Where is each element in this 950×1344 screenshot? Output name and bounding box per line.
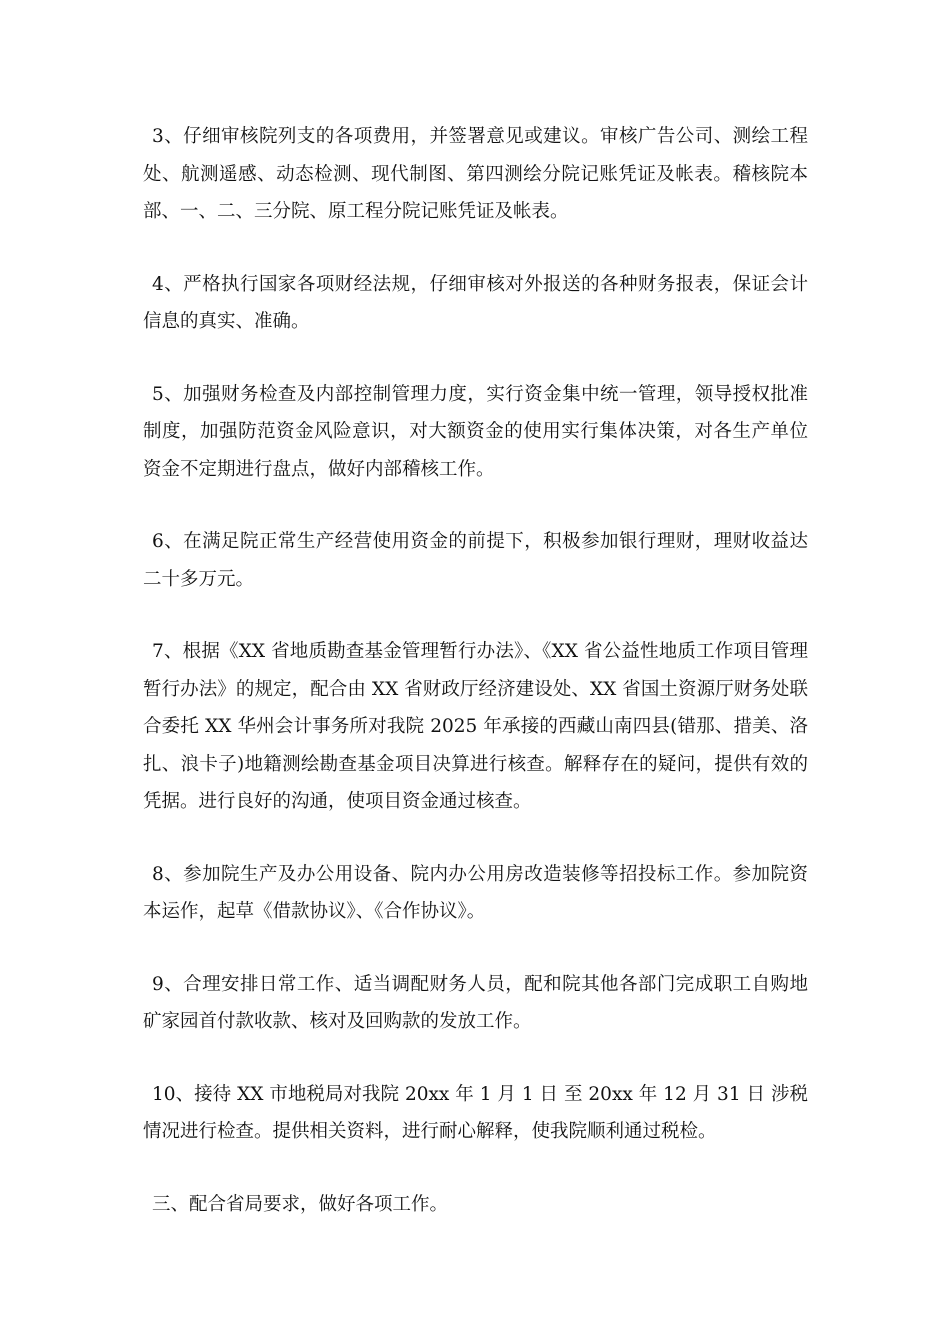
paragraph-item-9: 9、合理安排日常工作、适当调配财务人员，配和院其他各部门完成职工自购地矿家园首付款收款、核对及回购款的发放工作。 xyxy=(143,973,808,1032)
paragraph-item-6: 6、在满足院正常生产经营使用资金的前提下，积极参加银行理财，理财收益达二十多万元。 xyxy=(143,531,808,590)
paragraph-item-3: 3、仔细审核院列支的各项费用，并签署意见或建议。审核广告公司、测绘工程处、航测遥感、动态检测、现代制图、第四测绘分院记账凭证及帐表。稽核院本部、一、二、三分院、原工程分院记账凭证及帐表。 xyxy=(143,126,808,222)
paragraph-item-5: 5、加强财务检查及内部控制管理力度，实行资金集中统一管理，领导授权批准制度，加强防范资金风险意识，对大额资金的使用实行集体决策，对各生产单位资金不定期进行盘点，做好内部稽核工作。 xyxy=(143,383,808,480)
document-body xyxy=(143,118,808,1223)
paragraph-item-10: 10、接待 XX 市地税局对我院 20xx 年 1 月 1 日 至 20xx 年 12 月 31 日 涉税情况进行检查。提供相关资料，进行耐心解释，使我院顺利通过税检。 xyxy=(143,1083,808,1142)
paragraph-item-4: 4、严格执行国家各项财经法规，仔细审核对外报送的各种财务报表，保证会计信息的真实、准确。 xyxy=(143,273,808,332)
section-heading-3: 三、配合省局要求，做好各项工作。 xyxy=(152,1193,449,1215)
paragraph-item-7: 7、根据《XX 省地质勘查基金管理暂行办法》、《XX 省公益性地质工作项目管理暂行办法》的规定，配合由 XX 省财政厅经济建设处、XX 省国土资源厅财务处联合委托 XX 华州会计事务所对我院 2025 年承接的西藏山南四县(错那、措美、洛扎、浪卡子)地籍测绘勘查基金项目决算进行核查。解释存在的疑问，提供有效的凭据。进行良好的沟通，使项目资金通过核查。 xyxy=(143,641,808,812)
paragraph-item-8: 8、参加院生产及办公用设备、院内办公用房改造装修等招投标工作。参加院资本运作，起草《借款协议》、《合作协议》。 xyxy=(143,863,808,922)
